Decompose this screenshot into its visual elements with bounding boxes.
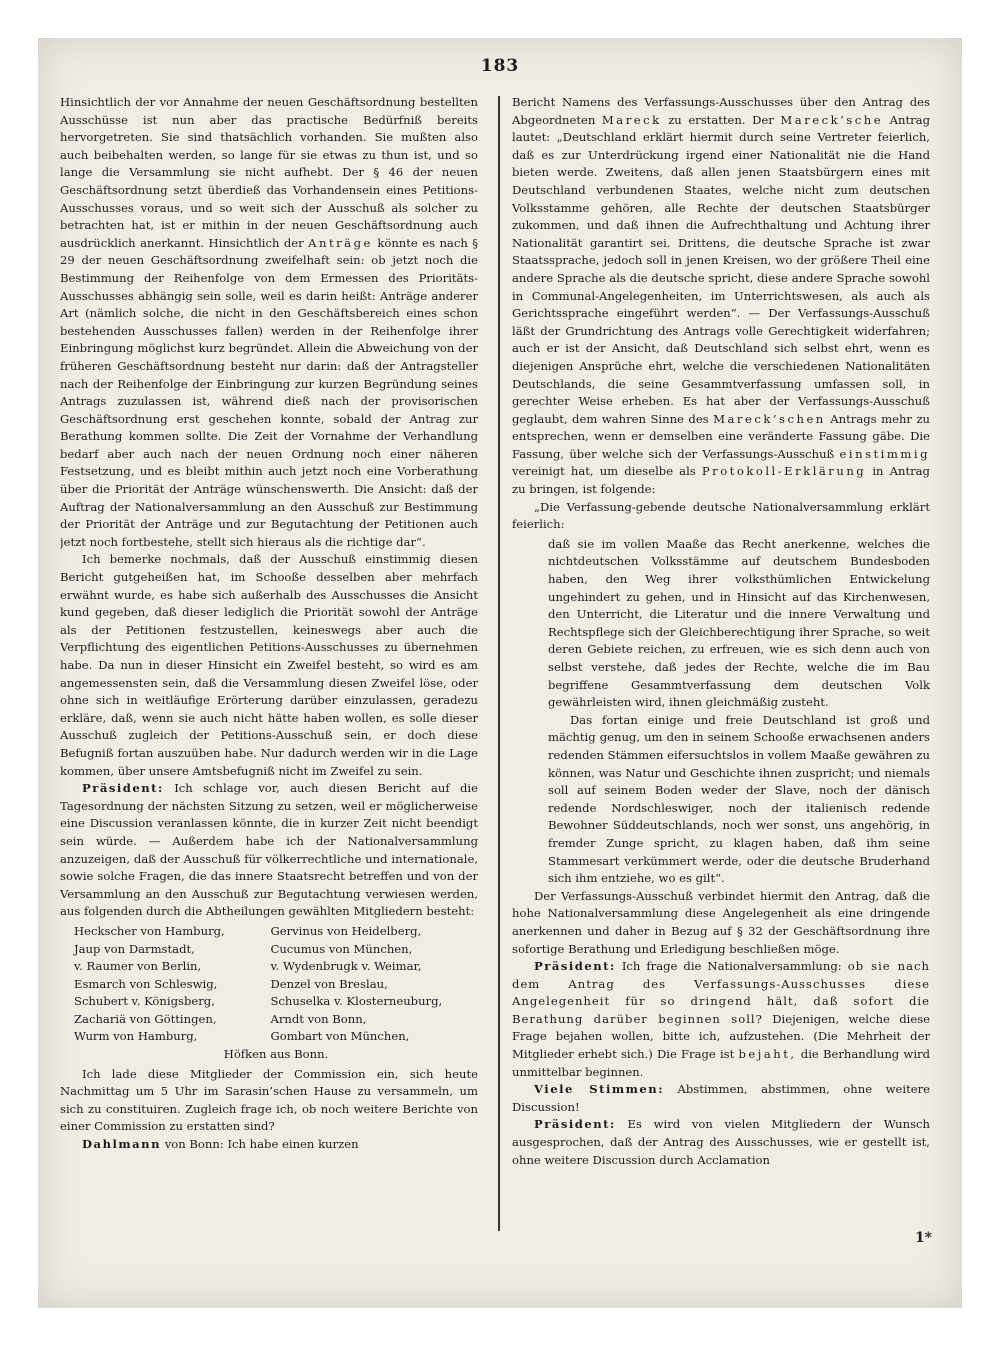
member-row: Esmarch von Schleswig, Denzel von Breslau, [74, 976, 388, 991]
dahlmann-statement: Dahlmann von Bonn: Ich habe einen kurzen [82, 1137, 359, 1152]
speaker-name: Viele Stimmen: [534, 1082, 664, 1097]
president-question: Präsident: Ich frage die Nationalversammlung: ob sie nach dem Antrag des Verfassungs-Ausschusses diese Angelegenheit für so dringend hält, daß sofort die Berathung darüber beginnen soll? Diejenigen, welche diese Frage bejahen wollen, bitte ich, aufzustehen. (Die Mehrheit der Mitglieder erhebt sich.) Die Frage ist bejaht, die Berhandlung wird unmittelbar beginnen. [512, 959, 930, 1079]
declaration-paragraph-2: Das fortan einige und freie Deutschland ist groß und mächtig genug, um den in seinem Schooße erwachsenen anders redenden Stämmen eifersuchtslos in vollem Maaße gewähren zu können, was Natur und Geschichte ihnen zuspricht; und niemals soll auf seinem Boden weder der Slave, noch der dänisch redende Nordschleswiger, noch der italienisch redende Bewohner Süddeutschlands, noch wer sonst, uns angehörig, in fremder Zunge spricht, zu klagen haben, daß ihm seine Stammesart verkümmert werde, oder die deutsche Bruderhand sich ihm entziehe, wo es gilt“. [548, 712, 930, 886]
right-paragraph-3: Der Verfassungs-Ausschuß verbindet hiermit den Antrag, daß die hohe Nationalversammlung diese Angelegenheit als eine dringende anerkennen und daher in Bezug auf § 32 der Geschäftsordnung ihre sofortige Berathung und Erledigung beschließen möge. [512, 888, 930, 956]
member-row: Jaup von Darmstadt, Cucumus von München, [74, 941, 413, 956]
voices-statement: Viele Stimmen: Abstimmen, abstimmen, ohne weitere Discussion! [512, 1082, 930, 1114]
left-paragraph-1: Hinsichtlich der vor Annahme der neuen Geschäftsordnung bestellten Ausschüsse ist nun aber das practische Bedürfniß bereits hervorgetreten. Sie sind thatsächlich vorhanden. Sie mußten also auch beibehalten werden, so lange für sie etwas zu thun ist, und so lange die Versammlung sie nicht aufhebt. Der § 46 der neuen Geschäftsordnung setzt überdieß das Vorhandensein eines Petitions-Ausschusses voraus, und so weit sich der Ausschuß als solcher zu betrachten hat, ist er mithin in der neuen Geschäftsordnung auch ausdrücklich anerkannt. Hinsichtlich der Anträge könnte es nach § 29 der neuen Geschäftsordnung zweifelhaft sein: ob jetzt noch die Bestimmung der Reihenfolge von dem Ermessen des Prioritäts-Ausschusses abhängig sein solle, weil es darin heißt: Anträge anderer Art (nämlich solche, die nicht in den Geschäftsbereich eines schon bestehenden Ausschusses fallen) werden in der Reihenfolge ihrer Einbringung möglichst kurz begründet. Allein die Abweichung von der früheren Geschäftsordnung besteht nur darin: daß der Antragsteller nach der Reihenfolge der Einbringung zur kurzen Begründung seines Antrags zuzulassen ist, während dieß nach der provisorischen Geschäftsordnung erst geschehen konnte, sobald der Antrag zur Berathung kommen sollte. Die Zeit der Vornahme der Verhandlung bedarf aber auch nach der neuen Ordnung noch einer näheren Festsetzung, und es bleibt mithin auch jetzt noch eine Vorberathung über die Priorität der Anträge wünschenswerth. Die Ansicht: daß der Auftrag der Nationalversammlung an den Ausschuß zur Bestimmung der Priorität der Anträge und zur Begutachtung der Petitionen auch jetzt noch fortbestehe, stellt sich hieraus als die richtige dar“. [60, 95, 478, 549]
member-row: Schubert v. Königsberg, Schuselka v. Klosterneuburg, [74, 994, 443, 1009]
declaration-paragraph-1: daß sie im vollen Maaße das Recht anerkenne, welches die nichtdeutschen Volksstämme auf deutschem Bundesboden haben, den Weg ihrer volksthümlichen Entwickelung ungehindert zu gehen, und in Hinsicht auf das Kirchenwesen, den Unterricht, die Literatur und die innere Verwaltung und Rechtspflege sich der Gleichberechtigung ihrer Sprache, so weit deren Gebiete reichen, zu erfreuen, wie es sich denn auch von selbst verstehe, daß jedes der Rechte, welche die im Bau begriffene Gesammtverfassung dem deutschen Volk gewährleisten wird, ihnen gleichmäßig zusteht. [548, 536, 930, 710]
spaced-term: Anträge [308, 235, 373, 250]
member-row: v. Raumer von Berlin, v. Wydenbrugk v. Weimar, [74, 959, 422, 974]
member-row: Heckscher von Hamburg, Gervinus von Heidelberg, [74, 923, 422, 938]
speaker-name: Dahlmann [82, 1137, 162, 1152]
member-row: Zachariä von Göttingen, Arndt von Bonn, [74, 1011, 367, 1026]
speaker-name: Präsident: [534, 959, 616, 974]
right-column [512, 94, 930, 1169]
member-row: Höfken aus Bonn. [223, 1047, 329, 1062]
column-divider [498, 96, 500, 1231]
left-paragraph-2: Ich bemerke nochmals, daß der Ausschuß einstimmig diesen Bericht gutgeheißen hat, im Schooße desselben aber mehrfach erwähnt wurde, es habe sich außerhalb des Ausschusses die Ansicht kund gegeben, daß dieser lediglich die Priorität sowohl der Anträge als der Petitionen festzustellen, keineswegs aber auch die Verpflichtung des eigentlichen Petitions-Ausschusses zu übernehmen habe. Da nun in dieser Hinsicht ein Zweifel besteht, so wird es am angemessensten sein, daß die Versammlung diesen Zweifel löse, oder ohne sich in weitläufige Erörterung darüber einzulassen, geradezu erkläre, daß, wenn sie auch nicht hätte haben wollen, es solle dieser Ausschuß zugleich der Petitions-Ausschuß sein, er doch diese Befugniß fortan auszuüben habe. Nur dadurch werden wir in die Lage kommen, über unsere Amtsbefugniß nicht im Zweifel zu sein. [60, 552, 478, 778]
president-statement-2: Präsident: Es wird von vielen Mitgliedern der Wunsch ausgesprochen, daß der Antrag des Ausschusses, wie er gestellt ist, ohne weitere Discussion durch Acclamation [512, 1117, 930, 1167]
newspaper-page [38, 38, 962, 1308]
declaration-intro: „Die Verfassung-gebende deutsche Nationalversammlung erklärt feierlich: [512, 499, 930, 532]
commission-members-list [60, 923, 478, 1064]
left-column [60, 94, 478, 1154]
sheet-signature-mark: 1* [914, 1230, 932, 1246]
speaker-name: Präsident: [534, 1117, 616, 1132]
declaration-text [512, 536, 930, 888]
member-row: Wurm von Hamburg, Gombart von München, [74, 1029, 410, 1044]
speaker-name: Präsident: [82, 781, 164, 796]
president-statement: Präsident: Ich schlage vor, auch diesen Bericht auf die Tagesordnung der nächsten Sitzung zu setzen, weil er möglicherweise eine Discussion veranlassen könnte, die in kurzer Zeit nicht beendigt sein würde. — Außerdem habe ich der Nationalversammlung anzuzeigen, daß der Ausschuß für völkerrechtliche und internationale, sowie solche Fragen, die das innere Staatsrecht betreffen und von der Versammlung an den Ausschuß zur Begutachtung verwiesen werden, aus folgenden durch die Abtheilungen gewählten Mitgliedern besteht: [60, 781, 478, 919]
right-paragraph-1: Bericht Namens des Verfassungs-Ausschusses über den Antrag des Abgeordneten Mareck zu erstatten. Der Mareck’sche Antrag lautet: „Deutschland erklärt hiermit durch seine Vertreter feierlich, daß es zur Unterdrückung irgend einer Nationalität nie die Hand bieten werde. Zweitens, daß allen jenen Staatsbürgern eines mit Deutschland verbundenen Staates, welche nicht zum deutschen Volksstamme gehören, alle Rechte der deutschen Staatsbürger zukommen, und daß ihnen die Aufrechthaltung und Achtung ihrer Nationalität garantirt sei. Drittens, die deutsche Sprache ist zwar Staatssprache, jedoch soll in jenen Kreisen, wo der größere Theil eine andere Sprache als die deutsche spricht, diese andere Sprache sowohl in Communal-Angelegenheiten, im Unterrichtswesen, als auch als Gerichtssprache eingeführt werden“. — Der Verfassungs-Ausschuß läßt der Grundrichtung des Antrags volle Gerechtigkeit widerfahren; auch er ist der Ansicht, daß Deutschland sich selbst ehrt, wenn es diejenigen Ansprüche ehrt, welche die verschiedenen Nationalitäten Deutschlands, die seine Gesammtverfassung umfassen soll, in gerechter Weise erheben. Es hat aber der Verfassungs-Ausschuß geglaubt, dem wahren Sinne des Mareck’schen Antrags mehr zu entsprechen, wenn er demselben eine veränderte Fassung gäbe. Die Fassung, über welche sich der Verfassungs-Ausschuß einstimmig vereinigt hat, um dieselbe als Protokoll-Erklärung in Antrag zu bringen, ist folgende: [512, 95, 930, 497]
left-paragraph-4: Ich lade diese Mitglieder der Commission ein, sich heute Nachmittag um 5 Uhr im Sarasin’schen Hause zu versammeln, um sich zu constituiren. Zugleich frage ich, ob noch weitere Berichte von einer Commission zu erstatten sind? [60, 1066, 478, 1134]
page-number: 183 [480, 56, 520, 76]
